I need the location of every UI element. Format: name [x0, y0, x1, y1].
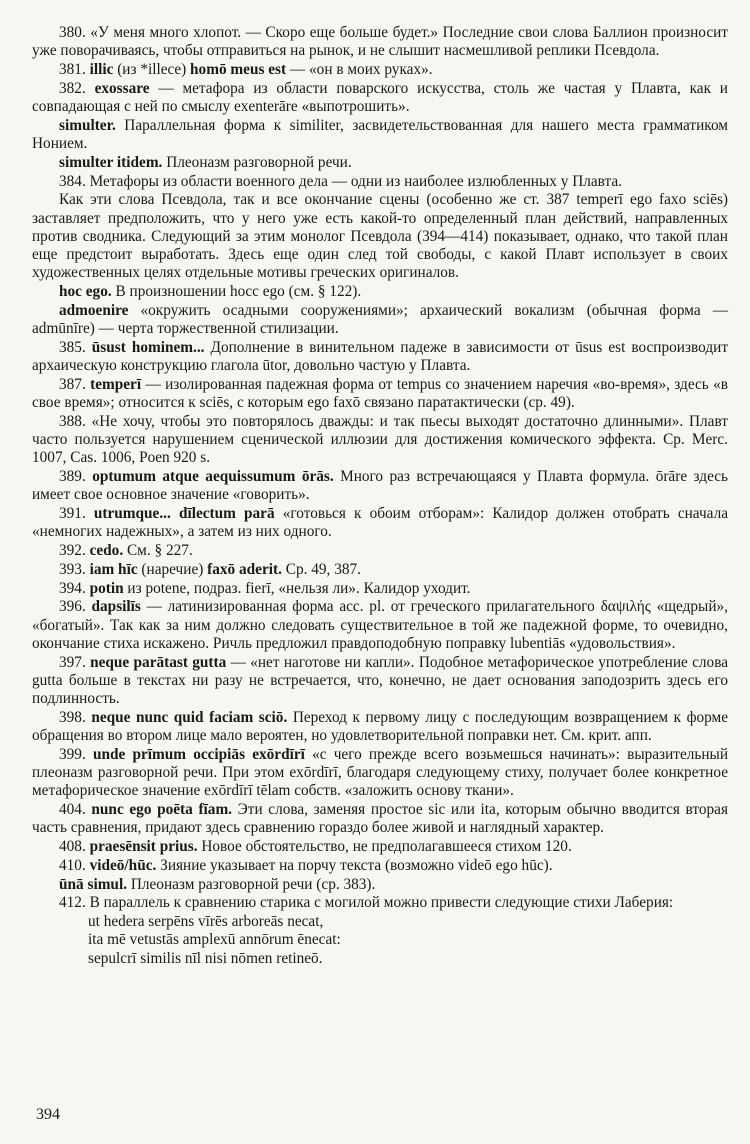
entry-text: Плеоназм разговорной речи.	[162, 153, 352, 171]
commentary-entry	[32, 561, 728, 579]
commentary-entry	[32, 24, 728, 60]
lemma: illic	[89, 61, 114, 78]
entry-text: 404.	[59, 801, 92, 818]
entry-text: 380. «У меня много хлопот. — Скоро еще больше будет.» Последние свои слова Баллион произносит уже поворачиваясь, чтобы отправиться на рынок, и не слышит насмешливой реплики Псевдола.	[32, 24, 728, 60]
entry-text: (наречие)	[137, 560, 208, 578]
lemma: ūnā simul.	[59, 875, 128, 893]
commentary-entry	[32, 283, 728, 301]
entry-text: Новое обстоятельство, не предполагавшееся стихом 120.	[197, 838, 572, 855]
lemma: exossare	[94, 79, 150, 97]
entry-text: — изолированная падежная форма от tempus со значением наречия «во-время», здесь «в свое время»; относится к sciēs, с которым ego faxō связано паратактически (ср. 49).	[32, 375, 728, 411]
entry-text: См. § 227.	[123, 542, 193, 559]
lemma: faxō aderit.	[207, 560, 282, 578]
entry-text: 399.	[59, 745, 93, 763]
lemma: temperī	[90, 375, 142, 393]
entry-text: 382.	[59, 79, 95, 97]
entry-text: 385.	[59, 338, 92, 356]
lemma: simulter itidem.	[59, 153, 163, 171]
lemma: dapsilīs	[91, 598, 141, 616]
entry-text: В произношении hocc ego (см. § 122).	[111, 283, 362, 300]
lemma: cedo.	[89, 542, 124, 559]
entry-text: 408.	[59, 838, 90, 855]
entry-text: 389.	[59, 468, 93, 485]
entry-text: — «нет наготове ни капли». Подобное метафорическое употребление слова gutta больше в текстах ни разу не встречается, что, конечно, не дает основания заподозрить здесь его подлинность.	[32, 653, 729, 707]
verse-line: ut hedera serpēns vīrēs arboreās necat,	[88, 913, 324, 931]
entry-text: 388. «Не хочу, чтобы это повторялось дважды: и так пьесы выходят достаточно длинными». Плавт часто пользуется нарушением сценической иллюзии для достижения комического эффекта. Ср. Merc. 1007, Cas. 1006, Poen 920 s.	[32, 412, 728, 467]
entry-text: 410.	[59, 856, 90, 874]
entry-text: (из *illece)	[113, 61, 191, 78]
entry-text: 394.	[59, 579, 90, 597]
commentary-entry	[32, 876, 728, 894]
commentary-entry	[32, 598, 728, 653]
entry-text: Дополнение в винительном падеже в зависимости от ūsus est воспроизводит архаическую конструкцию глагола ūtor, довольно частую у Плавта.	[32, 338, 729, 374]
commentary-entry	[32, 413, 728, 468]
commentary-text	[32, 24, 728, 913]
commentary-entry	[32, 173, 728, 191]
lemma: ūsust hominem...	[91, 338, 205, 356]
commentary-entry	[32, 580, 728, 598]
lemma: homō meus est	[190, 61, 287, 78]
lemma: admoenire	[59, 301, 129, 319]
commentary-entry	[32, 302, 728, 338]
entry-text: Зияние указывает на порчу текста (возможно videō ego hūc).	[156, 856, 553, 874]
entry-text: Как эти слова Псевдола, так и все окончание сцены (особенно же ст. 387 temperī ego faxo sciēs) заставляет предположить, что у него уже есть какой-то определенный план действий, направленных против сводника. Следующий за этим монолог Псевдола (394—414) показывает, однако, что такой план еще предстоит выработать. Здесь еще один след той свободы, с какой Плавт использует в своих художественных целях отдельные мотивы греческих оригиналов.	[32, 191, 728, 282]
entry-text: 387.	[59, 375, 91, 393]
entry-text: 381.	[59, 61, 90, 78]
commentary-entry	[32, 61, 728, 79]
lemma: nunc ego poēta fīam.	[91, 801, 233, 818]
entry-text: из potene, подраз. fierī, «нельзя ли». Калидор уходит.	[123, 579, 471, 597]
entry-text: «с чего прежде всего возьмешься начинать»: выразительный плеоназм разговорной речи. При этом exōrdīrī, благодаря следующему стиху, получает более конкретное метафорическое значение exōrdīrī tēlam собств. «заложить основу ткани».	[32, 745, 729, 800]
commentary-entry	[32, 838, 728, 856]
commentary-entry	[32, 80, 728, 116]
commentary-entry	[32, 746, 728, 801]
commentary-entry	[32, 154, 728, 172]
entry-text: Плеоназм разговорной речи (ср. 383).	[127, 875, 376, 893]
commentary-entry	[32, 376, 728, 412]
entry-text: 384. Метафоры из области военного дела — одни из наиболее излюбленных у Плавта.	[59, 172, 623, 190]
lemma: hoc ego.	[59, 283, 112, 300]
entry-text: 393.	[59, 560, 90, 578]
commentary-entry	[32, 339, 728, 375]
verse-line: sepulcrī similis nīl nisi nōmen retineō.	[88, 949, 323, 967]
lemma: optumum atque aequissumum ōrās.	[92, 468, 334, 485]
commentary-entry	[32, 654, 728, 709]
lemma: videō/hūc.	[89, 856, 157, 874]
entry-text: 398.	[59, 708, 92, 726]
commentary-entry	[32, 542, 728, 560]
entry-text: 396.	[59, 598, 92, 616]
lemma: iam hīc	[89, 560, 138, 578]
lemma: utrumque... dīlectum parā	[93, 505, 275, 522]
entry-text: Ср. 49, 387.	[281, 560, 361, 578]
verse-quotation	[32, 913, 728, 968]
entry-text: Эти слова, заменяя простое sic или ita, которым обычно вводится вторая часть сравнения, придают здесь сравнению гораздо более живой и наглядный характер.	[32, 801, 728, 837]
entry-text: Много раз встречающаяся у Плавта формула. ōrāre здесь имеет свое основное значение «говорить».	[32, 468, 728, 504]
entry-text: «окружить осадными сооружениями»; архаический вокализм (обычная форма — admūnīre) — черта торжественной стилизации.	[32, 301, 728, 337]
commentary-entry	[32, 468, 728, 504]
entry-text: — «он в моих руках».	[286, 61, 433, 78]
page-number: 394	[36, 1106, 60, 1123]
lemma: neque parātast gutta	[90, 653, 227, 671]
entry-text: 392.	[59, 542, 90, 559]
entry-text: 391.	[59, 505, 94, 522]
entry-text: «готовься к обоим отборам»: Калидор должен отобрать сначала «немногих надежных», а затем из них одного.	[32, 505, 729, 541]
commentary-entry	[32, 857, 728, 875]
entry-text: Параллельная форма к similiter, засвидетельствованная для нашего места грамматиком Нонием.	[32, 116, 728, 152]
commentary-entry	[32, 801, 728, 837]
entry-text: 412. В параллель к сравнению старика с могилой можно привести следующие стихи Лаберия:	[59, 894, 674, 912]
commentary-entry	[32, 709, 728, 745]
lemma: simulter.	[59, 116, 116, 134]
commentary-entry	[32, 117, 728, 153]
lemma: praesēnsit prius.	[89, 838, 198, 855]
entry-text: Переход к первому лицу с последующим возвращением к форме обращения во втором лице мало вероятен, но удовлетворительной поправки нет. См. крит. апп.	[32, 708, 729, 744]
lemma: unde prīmum occipiās exōrdīrī	[92, 745, 305, 763]
commentary-entry	[32, 191, 728, 282]
entry-text: — латинизированная форма acc. pl. от греческого прилагательного δαψιλής «щедрый», «богатый». Так как за ним должно следовать существительное в той же падежной форме, то очевидно, окончание стиха искажено. Ричль предложил правдоподобную поправку lubentiās «удовольствия».	[32, 598, 728, 652]
commentary-entry	[32, 505, 728, 541]
verse-line: ita mē vetustās amplexū annōrum ēnecat:	[88, 931, 341, 949]
lemma: neque nunc quid faciam sciō.	[91, 708, 288, 726]
commentary-entry	[32, 894, 728, 912]
entry-text: — метафора из области поварского искусства, столь же частая у Плавта, как и совпадающая с ней по смыслу exenterāre «выпотрошить».	[32, 79, 728, 115]
lemma: potin	[89, 579, 124, 597]
entry-text: 397.	[59, 653, 91, 671]
